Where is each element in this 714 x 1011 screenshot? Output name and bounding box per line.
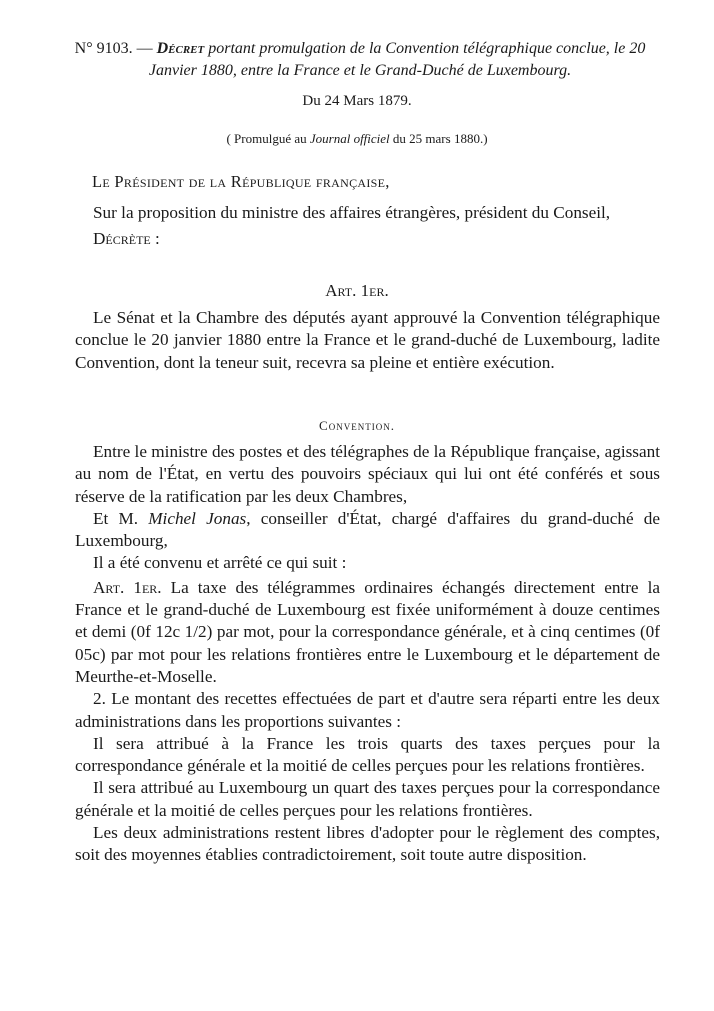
convention-heading: Convention. (319, 418, 395, 433)
convention-para-3: Il a été convenu et arrêté ce qui suit : (93, 553, 347, 573)
convention-article-2: 2. Le montant des recettes effectuées de part et d'autre sera réparti entre les deux administrations dans les proportions suivantes : (75, 689, 660, 731)
accounting-freedom: Les deux administrations restent libres d'adopter pour le règlement des comptes, soit des moyennes établies contradictoirement, soit toute autre disposition. (75, 823, 660, 865)
convention-para-2 (75, 508, 660, 553)
decree-title (60, 38, 660, 82)
convention-para-1: Entre le ministre des postes et des télégraphes de la République française, agissant au nom de l'État, en vertu des pouvoirs spéciaux qui lui ont été conférés et sous réserve de la ratification par les deux Chambres, (75, 442, 660, 506)
convention-article-1 (75, 577, 660, 688)
plenipotentiary-name: Michel Jonas (148, 508, 247, 528)
proposition-paragraph (75, 202, 660, 251)
article-1-heading: Art. 1er. (325, 281, 389, 300)
decrete-label: Décrète : (93, 229, 160, 249)
convention-body (75, 441, 660, 867)
para2-after: , conseiller d'État, chargé d'affaires du grand-duché de Luxembourg, (75, 508, 661, 551)
promulgation-after: du 25 mars 1880.) (389, 131, 488, 146)
proposition-text: Sur la proposition du ministre des affaires étrangères, président du Conseil, (93, 203, 611, 222)
decree-number: N° 9103. — (74, 40, 153, 57)
article-1-paragraph (75, 307, 660, 374)
convention-art1-label: Art. 1er. (93, 577, 162, 597)
luxembourg-share: Il sera attribué au Luxembourg un quart des taxes perçues pour la correspondance générale et la moitié de celles perçues pour les relations frontières. (75, 778, 660, 820)
president-line: Le Président de la République française, (92, 172, 390, 191)
article-1-text: Le Sénat et la Chambre des députés ayant approuvé la Convention télégraphique conclue le 20 janvier 1880 entre la France et le grand-duché de Luxembourg, ladite Convention, dont la teneur suit, recevra sa pleine et entière exécution. (75, 308, 660, 372)
para2-before: Et M. (93, 508, 149, 528)
france-share: Il sera attribué à la France les trois quarts des taxes perçues pour la correspondance générale et la moitié de celles perçues pour les relations frontières. (75, 733, 660, 776)
decree-date: Du 24 Mars 1879. (302, 93, 412, 109)
decree-title-text: portant promulgation de la Convention télégraphique conclue, le 20 Janvier 1880, entre la France et le Grand-Duché de Luxembourg. (148, 40, 646, 79)
journal-name: Journal officiel (309, 131, 390, 146)
decree-label: Décret (156, 40, 205, 57)
promulgation-note (0, 131, 714, 147)
convention-art1-body: La taxe des télégrammes ordinaires échangés directement entre la France et le grand-duché de Luxembourg est fixée uniformément à douze centimes et demi (0f 12c 1/2) par mot, pour la correspondance générale, et à cinq centimes (0f 05c) par mot pour les relations frontières entre le Luxembourg et le département de Meurthe-et-Moselle. (75, 577, 660, 686)
promulgation-before: ( Promulgué au (226, 131, 310, 146)
